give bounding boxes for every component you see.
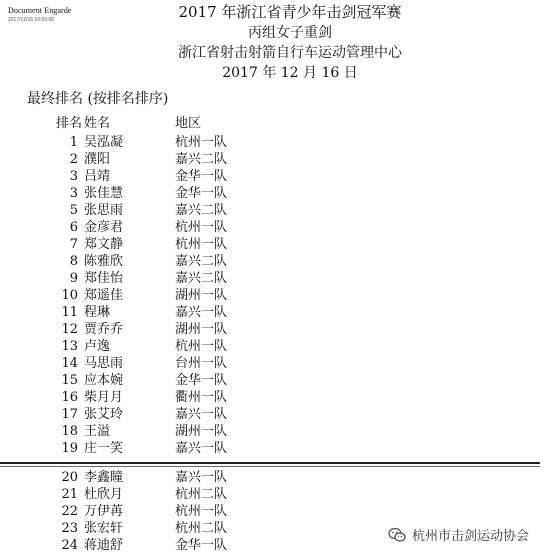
area-cell: 金华一队 [175,186,228,201]
table-row [0,151,550,168]
area-cell: 嘉兴一队 [175,305,228,320]
section-title: 最终排名 (按排名排序) [27,91,169,107]
table-row [0,440,550,457]
name-cell: 程琳 [84,305,111,320]
name-cell: 濮阳 [84,152,111,167]
area-cell: 嘉兴二队 [175,203,228,218]
rank-cell: 17 [61,407,78,422]
area-cell: 湖州一队 [175,322,228,337]
rank-cell: 22 [61,504,78,519]
table-row [0,304,550,321]
organizer-name: 浙江省射击射箭自行车运动管理中心 [178,45,402,61]
name-cell: 郑遥佳 [84,288,124,303]
rank-cell: 2 [69,152,78,167]
rank-cell: 1 [69,135,78,150]
rank-cell: 9 [69,271,78,286]
competition-title: 2017 年浙江省青少年击剑冠军赛 [178,3,402,21]
rank-cell: 6 [69,220,78,235]
name-cell: 柴月月 [84,390,124,405]
table-row [0,423,550,440]
area-cell: 杭州一队 [175,339,228,354]
area-cell: 嘉兴一队 [175,470,228,485]
rank-cell: 16 [61,390,78,405]
name-cell: 杜欣月 [84,487,124,502]
event-date: 2017 年 12 月 16 日 [222,65,358,81]
rank-cell: 12 [61,322,78,337]
rank-cell: 8 [69,254,78,269]
name-cell: 吴泓凝 [84,135,124,150]
name-cell: 陈雅欣 [84,254,124,269]
rank-cell: 10 [61,288,78,303]
name-cell: 金彦君 [84,220,124,235]
table-row [0,372,550,389]
rank-cell: 5 [69,203,78,218]
event-subtitle: 丙组女子重剑 [248,25,332,41]
table-row [0,321,550,338]
area-cell: 湖州一队 [175,288,228,303]
rank-cell: 18 [61,424,78,439]
table-row [0,389,550,406]
table-row [0,503,550,520]
name-cell: 庄一笑 [84,441,124,456]
area-cell: 杭州二队 [175,487,228,502]
table-row [0,219,550,236]
area-cell: 嘉兴二队 [175,152,228,167]
software-brand: Document Engarde [8,6,72,15]
area-cell: 台州一队 [175,356,228,371]
table-row [0,168,550,185]
watermark-text: 杭州市击剑运动协会 [412,529,530,544]
table-row [0,355,550,372]
name-cell: 郑佳怡 [84,271,124,286]
rank-cell: 11 [61,305,78,320]
name-cell: 郑文静 [84,237,124,252]
rank-cell: 14 [61,356,78,371]
table-row [0,202,550,219]
name-cell: 张佳慧 [84,186,124,201]
column-header-area: 地区 [175,116,202,131]
name-cell: 马思雨 [84,356,124,371]
column-header-rank: 排名 [56,116,83,131]
name-cell: 万伊苒 [84,504,124,519]
area-cell: 金华一队 [175,169,228,184]
table-row [0,253,550,270]
name-cell: 卢逸 [84,339,111,354]
table-row [0,236,550,253]
name-cell: 应本婉 [84,373,124,388]
name-cell: 贾乔乔 [84,322,124,337]
area-cell: 金华一队 [175,538,228,553]
wechat-icon [388,527,406,543]
name-cell: 蒋迪舒 [84,538,124,553]
rank-cell: 19 [61,441,78,456]
area-cell: 嘉兴二队 [175,271,228,286]
rank-cell: 20 [61,470,78,485]
print-timestamp: 2017/12/16 10:03:00 [8,17,54,23]
area-cell: 杭州一队 [175,237,228,252]
area-cell: 嘉兴二队 [175,254,228,269]
name-cell: 张艾玲 [84,407,124,422]
rank-cell: 3 [69,169,78,184]
area-cell: 嘉兴一队 [175,441,228,456]
rank-cell: 23 [61,521,78,536]
rank-cell: 13 [61,339,78,354]
column-header-name: 姓名 [84,116,111,131]
name-cell: 吕靖 [84,169,111,184]
watermark [388,525,529,544]
table-row [0,185,550,202]
rank-cell: 24 [61,538,78,553]
name-cell: 张思雨 [84,203,124,218]
rank-cell: 3 [69,186,78,201]
rank-cell: 7 [69,237,78,252]
rank-cell: 21 [61,487,78,502]
table-row [0,406,550,423]
area-cell: 杭州二队 [175,521,228,536]
rank-cell: 15 [61,373,78,388]
table-row [0,486,550,503]
area-cell: 湖州一队 [175,424,228,439]
cut-divider [0,462,540,467]
area-cell: 衢州一队 [175,390,228,405]
name-cell: 张宏轩 [84,521,124,536]
table-row [0,287,550,304]
area-cell: 杭州一队 [175,135,228,150]
table-row [0,134,550,151]
area-cell: 杭州一队 [175,220,228,235]
name-cell: 王溢 [84,424,111,439]
name-cell: 李鑫瞳 [84,470,124,485]
area-cell: 嘉兴一队 [175,407,228,422]
table-row [0,469,550,486]
area-cell: 金华一队 [175,373,228,388]
table-row [0,270,550,287]
document-header [120,0,460,83]
table-row [0,338,550,355]
area-cell: 杭州一队 [175,504,228,519]
